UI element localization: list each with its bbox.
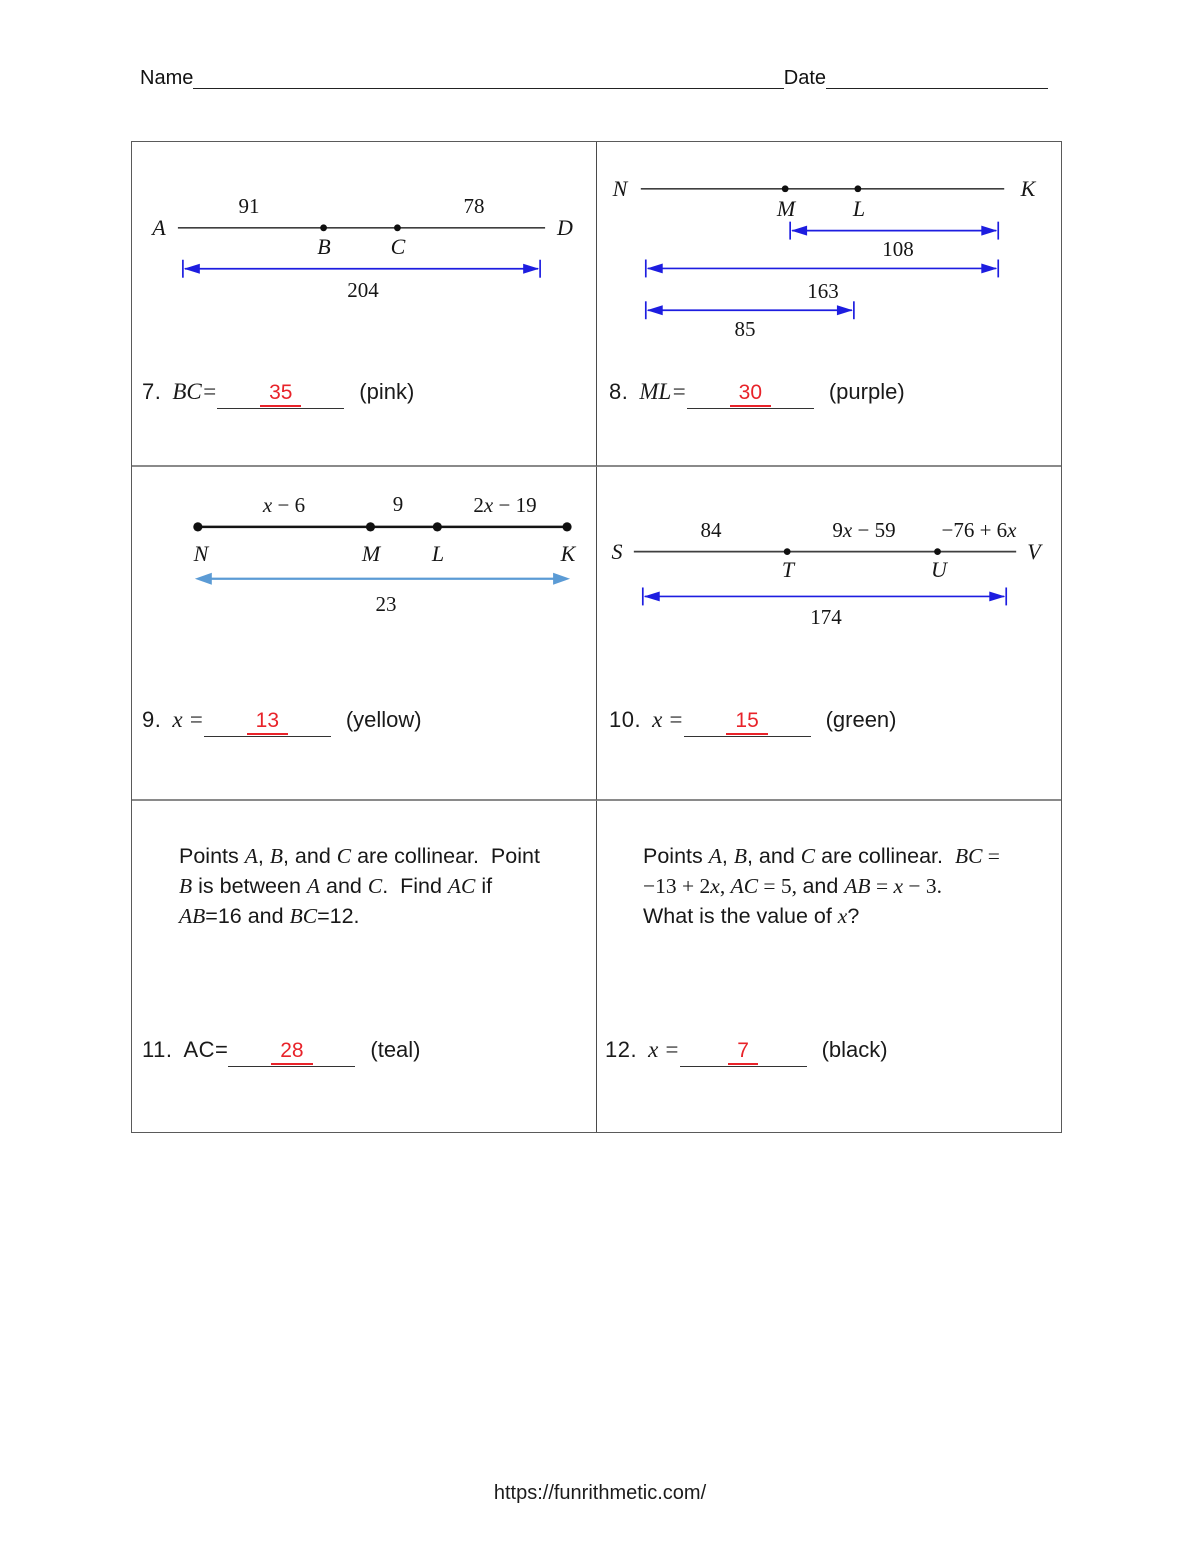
problem-7-diagram — [132, 142, 596, 465]
point-label-K: K — [560, 541, 576, 566]
dimension-arrow-204 — [183, 260, 540, 278]
point-label-V: V — [1027, 539, 1041, 564]
answer-blank — [684, 707, 811, 737]
color-note: (teal) — [370, 1037, 421, 1062]
length-label-91: 91 — [238, 194, 260, 218]
problem-grid — [131, 141, 1062, 1133]
expr-label-2x-minus-19: 2x − 19 — [473, 493, 537, 517]
color-note: (yellow) — [345, 707, 422, 732]
point-label-C: C — [390, 234, 406, 259]
point-label-U: U — [931, 557, 947, 582]
answer-value: 35 — [260, 381, 301, 407]
problem-12-cell — [597, 801, 1061, 1132]
problem-10-answer-row — [609, 707, 897, 737]
problem-9-cell — [132, 467, 597, 801]
point-label-T: T — [781, 557, 795, 582]
dimension-arrow-174 — [643, 587, 1006, 605]
point-label-M: M — [361, 541, 381, 566]
answer-prefix: x = — [648, 1037, 680, 1062]
answer-blank — [217, 379, 344, 409]
point-label-N: N — [612, 176, 628, 201]
footer-url: https://funrithmetic.com/ — [493, 1482, 707, 1504]
problem-7-answer-row — [142, 379, 414, 409]
point-label-S: S — [611, 539, 623, 564]
point-label-B: B — [317, 234, 331, 259]
problem-number: 7. — [142, 379, 162, 404]
problem-11-cell — [132, 801, 597, 1132]
length-label-78: 78 — [463, 194, 485, 218]
length-label-85: 85 — [734, 317, 756, 341]
color-note: (green) — [825, 707, 897, 732]
segment-line-NK — [641, 185, 1004, 192]
point-label-L: L — [431, 541, 445, 566]
segment-line-NMLK — [193, 522, 571, 531]
expr-label-9x-minus-59: 9x − 59 — [832, 518, 896, 542]
problem-number: 9. — [142, 707, 162, 732]
problem-number: 12. — [605, 1037, 638, 1062]
problem-8-diagram — [597, 142, 1061, 465]
answer-value: 13 — [247, 709, 288, 735]
length-label-163: 163 — [807, 279, 839, 303]
answer-blank — [204, 707, 331, 737]
total-arrow-23 — [195, 573, 570, 585]
point-label-A: A — [152, 215, 166, 240]
answer-blank — [680, 1037, 807, 1067]
point-label-D: D — [557, 215, 573, 240]
problem-11-text: Points A, B, and C are collinear. Point B is between A and C. Find AC if AB=16 and BC=12. — [179, 844, 540, 928]
date-blank-line — [826, 79, 1048, 89]
problem-number: 8. — [609, 379, 629, 404]
length-label-108: 108 — [882, 237, 914, 261]
length-label-174: 174 — [810, 605, 842, 629]
problem-10-diagram — [597, 467, 1061, 799]
segment-diagram-AD — [132, 142, 596, 466]
point-label-K: K — [1020, 176, 1036, 201]
answer-value: 15 — [726, 709, 767, 735]
length-label-84: 84 — [700, 518, 722, 542]
problem-number: 10. — [609, 707, 642, 732]
segment-diagram-SV — [597, 467, 1061, 800]
dimension-arrow-163 — [646, 259, 998, 277]
answer-prefix: BC= — [172, 379, 218, 404]
color-note: (pink) — [359, 379, 415, 404]
problem-number: 11. — [142, 1037, 173, 1062]
problem-9-diagram — [132, 467, 596, 799]
problem-8-answer-row — [609, 379, 905, 409]
header — [140, 68, 1048, 89]
answer-prefix: x = — [172, 707, 204, 732]
name-label: Name — [140, 67, 194, 89]
expr-label-minus76-plus-6x: −76 + 6x — [941, 518, 1017, 542]
point-label-L: L — [852, 196, 866, 221]
point-label-N: N — [193, 541, 209, 566]
expr-label-x-minus-6: x − 6 — [262, 493, 306, 517]
problem-9-answer-row — [142, 707, 422, 737]
name-blank-line — [193, 79, 783, 89]
answer-prefix: AC= — [183, 1037, 229, 1062]
date-label: Date — [783, 67, 826, 89]
problem-11-answer-row — [142, 1037, 421, 1067]
length-label-23: 23 — [375, 592, 397, 616]
problem-8-cell — [597, 142, 1061, 467]
color-note: (black) — [821, 1037, 888, 1062]
segment-line-AD — [178, 224, 545, 231]
length-label-9: 9 — [392, 492, 404, 516]
segment-line-SV — [634, 548, 1016, 555]
problem-12-answer-row — [605, 1037, 888, 1067]
problem-7-cell — [132, 142, 597, 467]
length-label-204: 204 — [347, 278, 379, 302]
answer-value: 30 — [730, 381, 771, 407]
answer-value: 28 — [271, 1039, 312, 1065]
point-label-M: M — [776, 196, 796, 221]
answer-blank — [228, 1037, 355, 1067]
problem-10-cell — [597, 467, 1061, 801]
answer-blank — [687, 379, 814, 409]
answer-prefix: x = — [652, 707, 684, 732]
answer-prefix: ML= — [639, 379, 687, 404]
color-note: (purple) — [828, 379, 905, 404]
answer-value: 7 — [728, 1039, 758, 1065]
problem-12-text: Points A, B, and C are collinear. BC = −13 + 2x, AC = 5, and AB = x − 3. What is the value of x? — [643, 844, 1000, 928]
